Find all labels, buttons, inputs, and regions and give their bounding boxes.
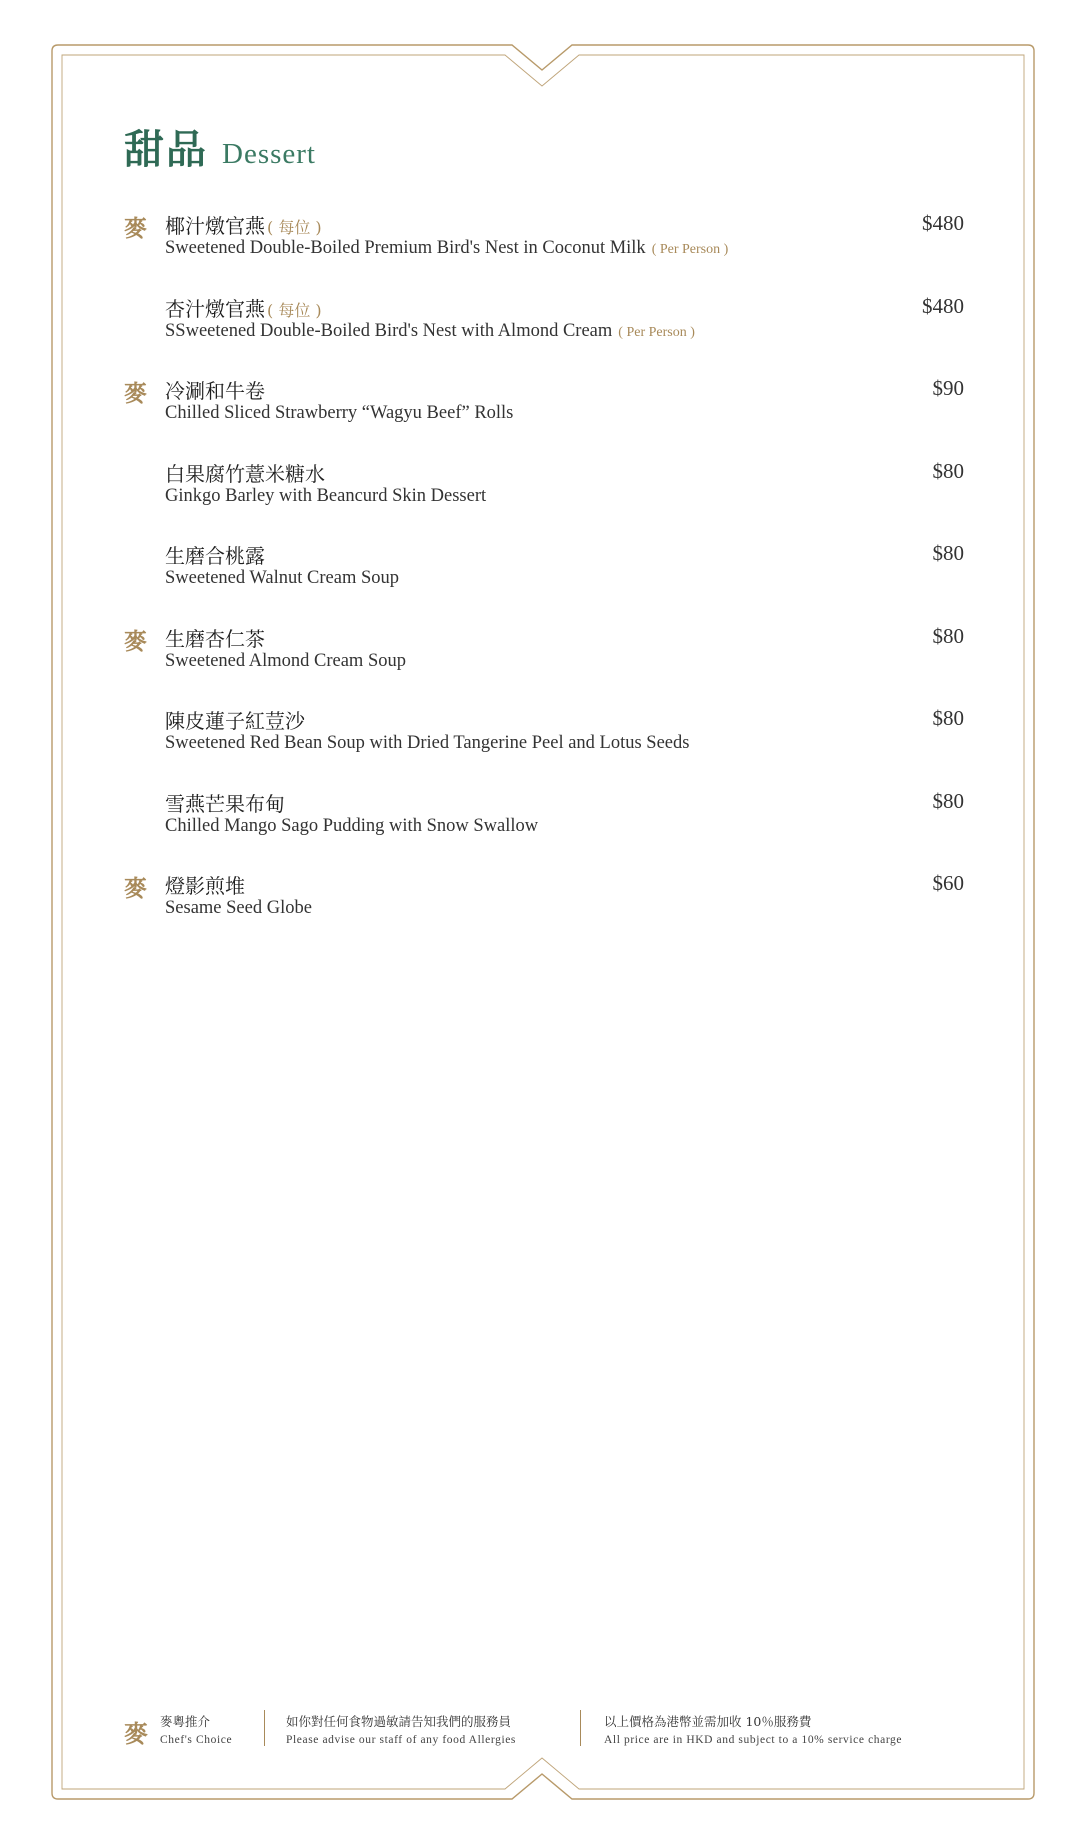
item-name-zh: 冷涮和牛卷: [165, 379, 265, 403]
chef-choice-icon: 麥: [124, 875, 147, 902]
title-english: Dessert: [222, 138, 316, 170]
item-name-zh: 生磨合桃露: [165, 544, 265, 568]
title-chinese: 甜品: [124, 126, 208, 173]
menu-item: [124, 870, 964, 953]
item-price: $80: [932, 541, 964, 565]
item-name-en: Ginkgo Barley with Beancurd Skin Dessert: [165, 485, 487, 506]
dessert-menu-list: [124, 210, 964, 953]
item-note-zh: ( 每位 ): [267, 300, 322, 320]
footer-divider: [264, 1710, 265, 1746]
item-name-en: Sesame Seed Globe: [165, 898, 312, 918]
item-name-en: Sweetened Double-Boiled Premium Bird's Nest in Coconut Milk: [165, 238, 646, 258]
chef-choice-icon: 麥: [124, 627, 147, 655]
chef-choice-icon: 麥: [124, 1719, 148, 1748]
menu-item: [124, 623, 964, 706]
chef-choice-en: Chef's Choice: [160, 1734, 233, 1746]
item-name-en: Chilled Mango Sago Pudding with Snow Swallow: [165, 815, 539, 836]
menu-item: [124, 293, 964, 376]
chef-choice-zh: 麥粵推介: [160, 1714, 211, 1729]
item-price: $80: [932, 788, 964, 813]
allergy-zh: 如你對任何食物過敏請告知我們的服務員: [286, 1714, 512, 1729]
allergy-en: Please advise our staff of any food Allergies: [286, 1734, 517, 1746]
chef-choice-icon: 麥: [124, 380, 147, 407]
item-name-zh: 杏汁燉官燕: [165, 296, 265, 321]
item-price: $90: [932, 376, 964, 400]
price-en: All price are in HKD and subject to a 10% service charge: [604, 1734, 903, 1746]
menu-item: [124, 210, 964, 293]
item-price: $480: [922, 293, 964, 318]
item-name-zh: 生磨杏仁茶: [165, 626, 265, 651]
item-name-en: Sweetened Almond Cream Soup: [165, 650, 406, 671]
menu-footer: [124, 1710, 964, 1754]
menu-item: [124, 705, 964, 788]
menu-item: [124, 375, 964, 458]
item-price: $60: [932, 871, 964, 895]
menu-item: [124, 788, 964, 871]
item-note-en: ( Per Person ): [651, 242, 729, 257]
footer-divider: [580, 1710, 581, 1746]
chef-choice-icon: 麥: [124, 215, 147, 242]
item-price: $80: [932, 623, 964, 648]
item-name-zh: 陳皮蓮子紅荳沙: [165, 709, 305, 733]
item-price: $80: [932, 458, 964, 483]
item-note-en: ( Per Person ): [618, 324, 695, 340]
item-name-en: Chilled Sliced Strawberry “Wagyu Beef” Rolls: [165, 403, 514, 423]
item-price: $80: [932, 706, 964, 730]
item-name-zh: 雪燕芒果布甸: [165, 791, 285, 816]
price-zh: 以上價格為港幣並需加收 10％服務費: [604, 1714, 812, 1729]
menu-item: [124, 540, 964, 623]
item-price: $480: [922, 211, 964, 235]
allergy-notice: [286, 1712, 516, 1746]
item-name-en: Sweetened Walnut Cream Soup: [165, 568, 399, 588]
item-name-zh: 白果腐竹薏米糖水: [165, 461, 325, 486]
item-name-zh: 椰汁燉官燕: [165, 214, 265, 238]
item-name-zh: 燈影煎堆: [165, 874, 245, 898]
item-name-en: Sweetened Red Bean Soup with Dried Tangerine Peel and Lotus Seeds: [165, 733, 690, 753]
chef-choice-legend: [160, 1712, 232, 1746]
item-name-en: SSweetened Double-Boiled Bird's Nest with Almond Cream: [165, 320, 613, 341]
menu-item: [124, 458, 964, 541]
item-note-zh: ( 每位 ): [267, 218, 322, 237]
price-notice: [604, 1712, 902, 1746]
page-title: [124, 118, 316, 175]
